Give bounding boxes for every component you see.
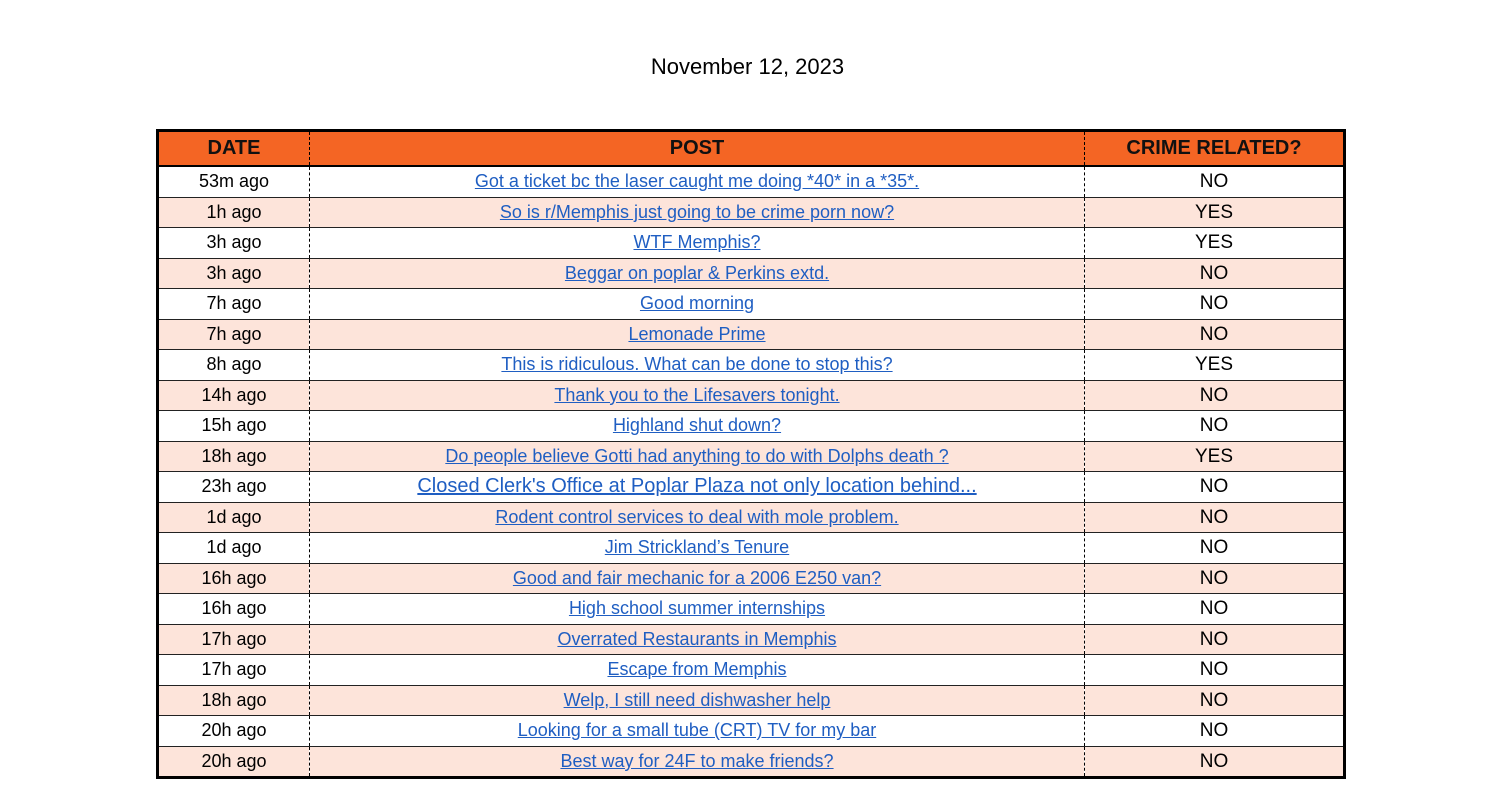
header-date: DATE xyxy=(158,131,310,167)
post-link[interactable]: Lemonade Prime xyxy=(628,323,766,344)
row-date: 15h ago xyxy=(158,411,310,442)
post-link[interactable]: Got a ticket bc the laser caught me doing *40* in a *35*. xyxy=(474,171,920,192)
row-post-cell xyxy=(310,472,1085,503)
row-post-cell xyxy=(310,319,1085,350)
table-row xyxy=(158,472,1345,503)
table-row xyxy=(158,563,1345,594)
row-date: 17h ago xyxy=(158,655,310,686)
row-crime-related: NO xyxy=(1085,533,1345,564)
row-crime-related: YES xyxy=(1085,350,1345,381)
row-crime-related: YES xyxy=(1085,228,1345,259)
row-post-cell xyxy=(310,594,1085,625)
post-link[interactable]: Good and fair mechanic for a 2006 E250 van? xyxy=(512,567,882,588)
post-link[interactable]: Beggar on poplar & Perkins extd. xyxy=(564,262,830,283)
row-date: 3h ago xyxy=(158,228,310,259)
post-link[interactable]: High school summer internships xyxy=(568,598,826,619)
row-post-cell xyxy=(310,380,1085,411)
row-post-cell xyxy=(310,350,1085,381)
row-post-cell xyxy=(310,502,1085,533)
row-crime-related: NO xyxy=(1085,655,1345,686)
table-row xyxy=(158,502,1345,533)
row-date: 8h ago xyxy=(158,350,310,381)
table-row xyxy=(158,624,1345,655)
row-crime-related: NO xyxy=(1085,319,1345,350)
row-crime-related: NO xyxy=(1085,563,1345,594)
table-row xyxy=(158,685,1345,716)
row-date: 53m ago xyxy=(158,166,310,197)
row-post-cell xyxy=(310,441,1085,472)
row-post-cell xyxy=(310,624,1085,655)
row-post-cell xyxy=(310,289,1085,320)
row-crime-related: NO xyxy=(1085,594,1345,625)
table-row xyxy=(158,228,1345,259)
row-post-cell xyxy=(310,655,1085,686)
table-header-row xyxy=(158,131,1345,167)
post-link[interactable]: Looking for a small tube (CRT) TV for my bar xyxy=(517,720,877,741)
row-post-cell xyxy=(310,166,1085,197)
row-post-cell xyxy=(310,563,1085,594)
row-crime-related: NO xyxy=(1085,685,1345,716)
post-link[interactable]: This is ridiculous. What can be done to stop this? xyxy=(501,354,893,375)
row-crime-related: NO xyxy=(1085,380,1345,411)
row-date: 20h ago xyxy=(158,716,310,747)
row-post-cell xyxy=(310,533,1085,564)
row-date: 16h ago xyxy=(158,563,310,594)
table-row xyxy=(158,350,1345,381)
post-link[interactable]: Jim Strickland’s Tenure xyxy=(604,537,790,558)
row-crime-related: NO xyxy=(1085,716,1345,747)
table-row xyxy=(158,411,1345,442)
table-row xyxy=(158,258,1345,289)
row-date: 23h ago xyxy=(158,472,310,503)
row-date: 16h ago xyxy=(158,594,310,625)
row-post-cell xyxy=(310,716,1085,747)
row-crime-related: NO xyxy=(1085,258,1345,289)
table-row xyxy=(158,441,1345,472)
row-date: 20h ago xyxy=(158,746,310,778)
table-row xyxy=(158,746,1345,778)
row-post-cell xyxy=(310,746,1085,778)
table-row xyxy=(158,289,1345,320)
post-link[interactable]: Best way for 24F to make friends? xyxy=(560,750,834,771)
row-post-cell xyxy=(310,411,1085,442)
row-post-cell xyxy=(310,258,1085,289)
row-date: 7h ago xyxy=(158,289,310,320)
row-crime-related: YES xyxy=(1085,197,1345,228)
table-row xyxy=(158,380,1345,411)
table-row xyxy=(158,655,1345,686)
table-row xyxy=(158,319,1345,350)
row-crime-related: NO xyxy=(1085,411,1345,442)
posts-table xyxy=(156,129,1346,779)
table-row xyxy=(158,716,1345,747)
post-link[interactable]: Overrated Restaurants in Memphis xyxy=(557,628,837,649)
header-post: POST xyxy=(310,131,1085,167)
post-link[interactable]: Do people believe Gotti had anything to do with Dolphs death ? xyxy=(445,445,949,466)
post-link[interactable]: Good morning xyxy=(639,293,755,314)
table-row xyxy=(158,166,1345,197)
row-post-cell xyxy=(310,685,1085,716)
row-crime-related: NO xyxy=(1085,746,1345,778)
table-row xyxy=(158,533,1345,564)
post-link[interactable]: Welp, I still need dishwasher help xyxy=(563,689,831,710)
post-link[interactable]: Escape from Memphis xyxy=(607,659,787,680)
table-row xyxy=(158,197,1345,228)
row-crime-related: NO xyxy=(1085,502,1345,533)
row-date: 1d ago xyxy=(158,533,310,564)
post-link[interactable]: Thank you to the Lifesavers tonight. xyxy=(554,384,840,405)
row-crime-related: NO xyxy=(1085,472,1345,503)
row-crime-related: YES xyxy=(1085,441,1345,472)
row-crime-related: NO xyxy=(1085,624,1345,655)
post-link[interactable]: Rodent control services to deal with mole problem. xyxy=(495,506,899,527)
post-link[interactable]: So is r/Memphis just going to be crime porn now? xyxy=(499,201,895,222)
table-row xyxy=(158,594,1345,625)
row-post-cell xyxy=(310,228,1085,259)
post-link[interactable]: WTF Memphis? xyxy=(633,232,761,253)
row-date: 1h ago xyxy=(158,197,310,228)
row-date: 1d ago xyxy=(158,502,310,533)
row-date: 18h ago xyxy=(158,441,310,472)
row-date: 7h ago xyxy=(158,319,310,350)
document-title: November 12, 2023 xyxy=(650,54,845,79)
post-link[interactable]: Closed Clerk's Office at Poplar Plaza not only location behind... xyxy=(417,475,977,498)
row-date: 3h ago xyxy=(158,258,310,289)
row-date: 14h ago xyxy=(158,380,310,411)
post-link[interactable]: Highland shut down? xyxy=(612,415,782,436)
row-post-cell xyxy=(310,197,1085,228)
header-crime-related: CRIME RELATED? xyxy=(1085,131,1345,167)
row-crime-related: NO xyxy=(1085,166,1345,197)
row-date: 18h ago xyxy=(158,685,310,716)
row-date: 17h ago xyxy=(158,624,310,655)
row-crime-related: NO xyxy=(1085,289,1345,320)
